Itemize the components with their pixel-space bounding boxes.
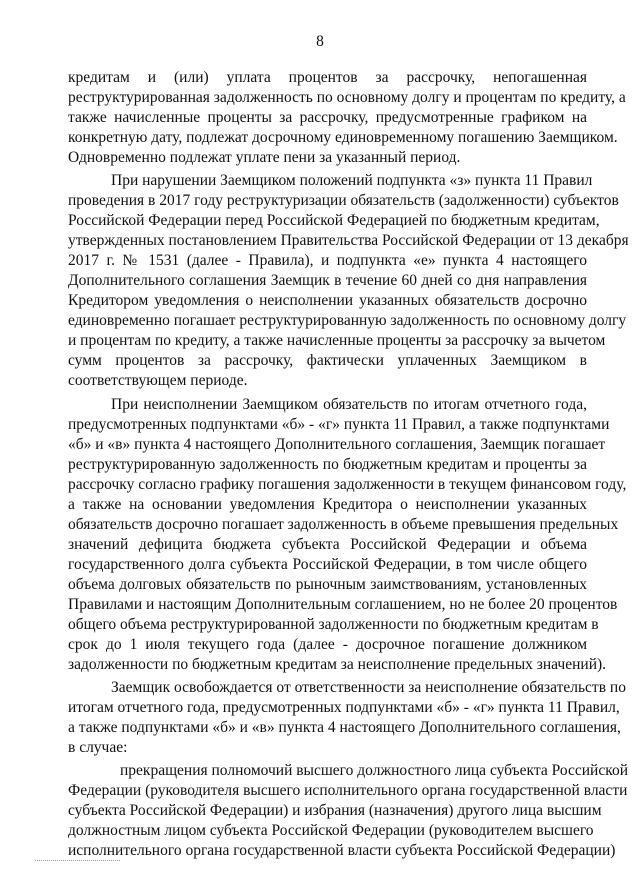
text-line: соответствующем периоде. xyxy=(68,372,248,389)
text-line: Федерации (руководителя высшего исполнительного органа государственной власти xyxy=(68,782,628,799)
paragraph-first-line: прекращения полномочий высшего должностного лица субъекта Российской xyxy=(120,762,628,779)
text-line: Одновременно подлежат уплате пени за указанный период. xyxy=(68,149,461,166)
text-line: рассрочку согласно графику погашения задолженности в текущем финансовом году, xyxy=(68,476,627,493)
text-line: обязательств досрочно погашает задолженность в объеме превышения предельных xyxy=(68,516,619,533)
text-line: 2017 г. № 1531 (далее - Правила), и подпункта «е» пункта 4 настоящего xyxy=(68,252,587,269)
text-line: субъекта Российской Федерации) и избрания (назначения) другого лица высшим xyxy=(68,802,602,819)
text-line: «б» и «в» пункта 4 настоящего Дополнительного соглашения, Заемщик погашает xyxy=(68,436,606,453)
text-line: конкретную дату, подлежат досрочному единовременному погашению Заемщиком. xyxy=(68,129,618,146)
text-line: срок до 1 июля текущего года (далее - досрочное погашение должником xyxy=(68,636,587,653)
paragraph-first-line: При нарушении Заемщиком положений подпункта «з» пункта 11 Правил xyxy=(111,172,593,189)
footer-divider xyxy=(35,860,120,861)
text-line: а также на основании уведомления Кредитора о неисполнении указанных xyxy=(68,496,587,513)
text-line: Дополнительного соглашения Заемщик в течение 60 дней со дня направления xyxy=(68,272,587,289)
text-line: должностным лицом субъекта Российской Федерации (руководителем высшего xyxy=(68,822,594,839)
text-line: проведения в 2017 году реструктуризации обязательств (задолженности) субъектов xyxy=(68,192,619,209)
text-line: исполнительного органа государственной власти субъекта Российской Федерации) xyxy=(68,842,616,859)
paragraph-first-line: Заемщик освобождается от ответственности за неисполнение обязательств по xyxy=(111,679,626,696)
text-line: утвержденных постановлением Правительства Российской Федерации от 13 декабря xyxy=(68,232,629,249)
text-line: Правилами и настоящим Дополнительным соглашением, но не более 20 процентов xyxy=(68,596,618,613)
text-line: предусмотренных подпунктами «б» - «г» пункта 11 Правил, а также подпунктами xyxy=(68,416,610,433)
text-line: Российской Федерации перед Российской Федерацией по бюджетным кредитам, xyxy=(68,212,600,229)
text-line: объема долговых обязательств по рыночным заимствованиям, установленных xyxy=(68,576,587,593)
text-line: единовременно погашает реструктурированную задолженность по основному долгу xyxy=(68,312,627,329)
text-line: в случае: xyxy=(68,739,128,756)
text-line: и процентам по кредиту, а также начисленные проценты за рассрочку за вычетом xyxy=(68,332,606,349)
text-line: сумм процентов за рассрочку, фактически уплаченных Заемщиком в xyxy=(68,352,587,369)
text-line: итогам отчетного года, предусмотренных подпунктами «б» - «г» пункта 11 Правил, xyxy=(68,699,620,716)
page-number: 8 xyxy=(316,33,324,50)
text-line: значений дефицита бюджета субъекта Российской Федерации и объема xyxy=(68,536,587,553)
text-line: реструктурированная задолженность по основному долгу и процентам по кредиту, а xyxy=(68,89,626,106)
text-line: задолженности по бюджетным кредитам за неисполнение предельных значений). xyxy=(68,656,607,673)
text-line: а также подпунктами «б» и «в» пункта 4 настоящего Дополнительного соглашения, xyxy=(68,719,621,736)
text-line: кредитам и (или) уплата процентов за рассрочку, непогашенная xyxy=(68,69,587,86)
text-line: общего объема реструктурированной задолженности по бюджетным кредитам в xyxy=(68,616,599,633)
text-line: также начисленные проценты за рассрочку, предусмотренные графиком на xyxy=(68,109,587,126)
paragraph-first-line: При неисполнении Заемщиком обязательств по итогам отчетного года, xyxy=(111,396,587,413)
text-line: Кредитором уведомления о неисполнении указанных обязательств досрочно xyxy=(68,292,587,309)
text-line: реструктурированную задолженность по бюджетным кредитам и проценты за xyxy=(68,456,587,473)
text-line: государственного долга субъекта Российской Федерации, в том числе общего xyxy=(68,556,587,573)
